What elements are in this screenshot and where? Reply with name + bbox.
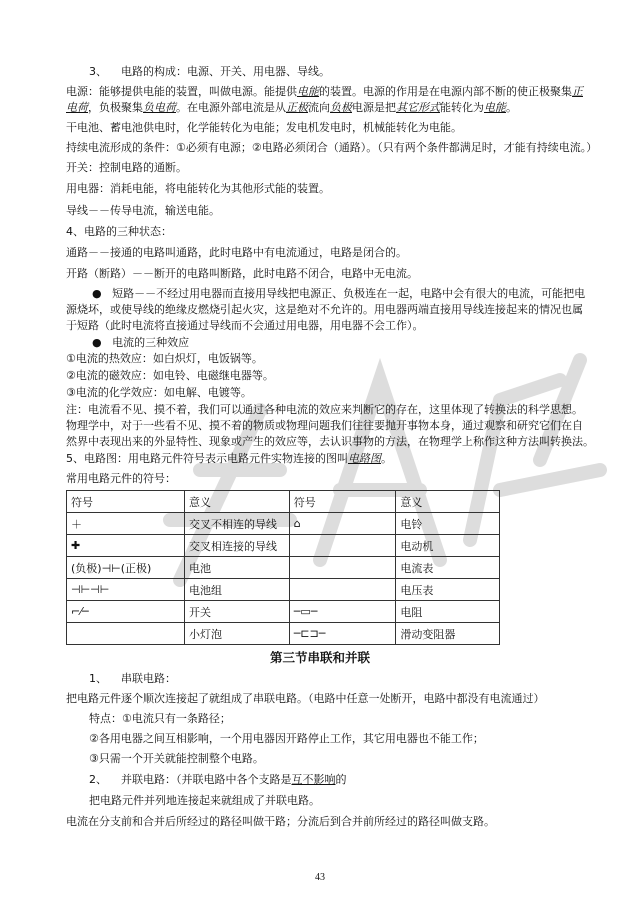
symbol-cell: ✚ [67,535,185,557]
table-row [67,513,500,535]
parallel-heading: 2、 并联电路：（并联电路中各个支路是互不影响的 [89,773,347,786]
symbol-cell: ＋ [67,513,185,535]
meaning-cell: 交叉相连接的导线 [184,535,289,557]
meaning-cell: 电压表 [396,579,500,601]
conversion-note: 注：电流看不见、摸不着，我们可以通过各种电流的效应来判断它的存在，这里体现了转换法的科学思想。 [66,403,583,416]
energy-conversion-text: 干电池、蓄电池供电时，化学能转化为电能；发电机发电时，机械能转化为电能。 [66,121,462,134]
parallel-definition: 把电路元件并列地连接起来就组成了并联电路。 [89,794,320,807]
thermal-effect: ①电流的热效应：如白炽灯，电饭锅等。 [66,352,263,365]
series-definition: 把电路元件逐个顺次连接起了就组成了串联电路。（电路中任意一处断开，电路中都没有电流通过） [66,692,545,705]
circuit-symbol-table [66,490,500,645]
table-row [67,557,500,579]
bullet-icon: ● [92,336,113,349]
continuous-current-conditions: 持续电流形成的条件：①必须有电源；②电路必须闭合（通路）。（只有两个条件都满足时，才能有持续电流。） [66,141,598,154]
meaning-cell: 交叉不相连的导线 [184,513,289,535]
short-circuit-line-2: 源烧坏，或使导线的绝缘皮燃烧引起火灾，这是绝对不允许的。用电器两端直接用导线连接起来的情况也属 [66,303,583,316]
trunk-branch-definition: 电流在分支前和合并后所经过的路径叫做干路；分流后到合并前所经过的路径叫做支路。 [66,815,495,828]
power-source-paragraph-line-1: 电源：能够提供电能的装置，叫做电源。能提供电能的装置。电源的作用是在电源内部不断的使正极聚集正 [66,85,583,98]
series-feature-2: ②各用电器之间互相影响，一个用电器因开路停止工作，其它用电器也不能工作； [89,732,484,745]
series-feature-1: 特点：①电流只有一条路径； [89,712,231,725]
symbol-cell: (负极)⊣⊢(正极) [67,557,185,579]
table-row [67,601,500,623]
symbol-cell: ⊣⊢⊣⊢ [67,579,185,601]
symbol-cell: ⌐⁄─ [67,601,185,623]
power-source-paragraph-line-2: 电荷，负极聚集负电荷。在电源外部电流是从正极流向负极电源是把其它形式能转化为电能。 [66,101,517,114]
section-4-heading: 4、电路的三种状态： [66,225,172,238]
short-circuit-line-1: ● 短路－－不经过用电器而直接用导线把电源正、负极连在一起，电路中会有很大的电流，可能把电 [92,287,586,300]
short-circuit-line-3: 于短路（此时电流将直接通过导线而不会通过用电器，用电器不会工作）。 [66,319,424,332]
table-header: 符号 [289,491,396,513]
section-5-heading: 5、电路图：用电路元件符号表示电路元件实物连接的图叫电路图。 [66,452,392,465]
series-feature-3: ③只需一个开关就能控制整个电路。 [89,752,264,765]
table-header: 符号 [67,491,185,513]
meaning-cell: 电阻 [396,601,500,623]
bullet-icon: ● [92,287,113,300]
meaning-cell: 电铃 [396,513,500,535]
magnetic-effect: ②电流的磁效应：如电铃、电磁继电器等。 [66,369,274,382]
table-row [67,535,500,557]
meaning-cell: 电池组 [184,579,289,601]
symbol-cell [67,623,185,645]
meaning-cell: 开关 [184,601,289,623]
current-effects-heading: ● 电流的三种效应 [92,336,190,349]
table-header: 意义 [396,491,500,513]
meaning-cell: 电池 [184,557,289,579]
table-row [67,579,500,601]
table-row [67,623,500,645]
series-heading: 1、 串联电路： [89,672,176,685]
symbol-cell: ⌂ [289,513,396,535]
symbol-cell: ─▭─ [289,601,396,623]
wire-definition: 导线－－传导电流，输送电能。 [66,204,220,217]
conversion-method-line-1: 物理学中，对于一些看不见、摸不着的物质或物理问题我们往往要抛开事物本身，通过观察和研究它们在自 [66,419,583,432]
meaning-cell: 电流表 [396,557,500,579]
closed-circuit-text: 通路－－接通的电路叫通路，此时电路中有电流通过，电路是闭合的。 [66,246,407,259]
symbol-cell: ─⊏⊐─ [289,623,396,645]
symbol-cell [289,535,396,557]
meaning-cell: 滑动变阻器 [396,623,500,645]
conversion-method-line-2: 然界中表现出来的外显特性、现象或产生的效应等，去认识事物的方法，在物理学上称作这种方法叫转换法。 [66,435,594,448]
switch-definition: 开关：控制电路的通断。 [66,161,187,174]
table-header-row [67,491,500,513]
symbol-cell [289,579,396,601]
section-title: 第三节串联和并联 [269,650,370,665]
common-symbols-label: 常用电路元件的符号： [66,472,176,485]
appliance-definition: 用电器：消耗电能，将电能转化为其他形式能的装置。 [66,182,330,195]
open-circuit-text: 开路（断路）－－断开的电路叫断路，此时电路不闭合，电路中无电流。 [66,267,418,280]
symbol-cell [289,557,396,579]
meaning-cell: 小灯泡 [184,623,289,645]
page-number: 43 [315,872,325,883]
meaning-cell: 电动机 [396,535,500,557]
section-3-heading: 3、 电路的构成：电源、开关、用电器、导线。 [89,65,330,78]
table-header: 意义 [184,491,289,513]
chemical-effect: ③电流的化学效应：如电解、电镀等。 [66,386,252,399]
